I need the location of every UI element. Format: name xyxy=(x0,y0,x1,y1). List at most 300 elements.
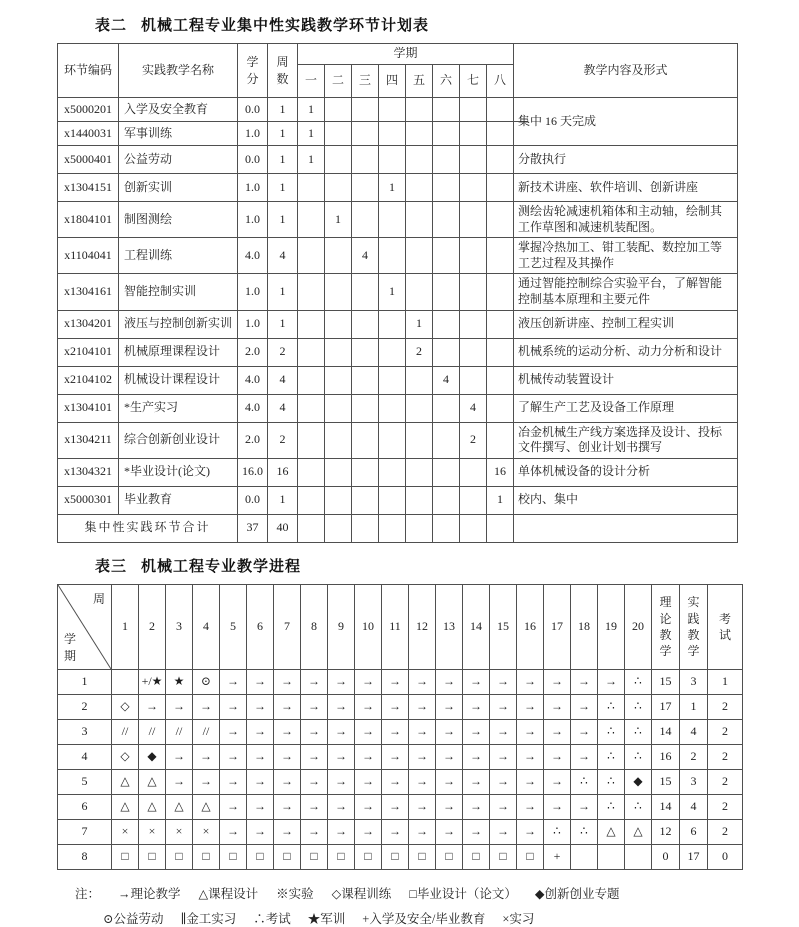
t3-week-cell: ★ xyxy=(166,669,193,694)
t2-sem-cell xyxy=(433,122,460,146)
t2-content-cell: 冶金机械生产线方案选择及设计、投标文件撰写、创业计划书撰写 xyxy=(514,422,738,458)
t3-practice-total: 1 xyxy=(680,694,708,719)
t2-sem-cell xyxy=(487,394,514,422)
t3-week-cell: → xyxy=(490,819,517,844)
t2-name-cell: 毕业教育 xyxy=(119,486,238,514)
legend-item: ∴考试 xyxy=(253,911,291,926)
t2-content-cell: 机械系统的运动分析、动力分析和设计 xyxy=(514,338,738,366)
t2-code-cell: x1304201 xyxy=(58,310,119,338)
t2-sem-cell xyxy=(325,122,352,146)
t2-name-cell: 液压与控制创新实训 xyxy=(119,310,238,338)
t3-week-cell: □ xyxy=(463,844,490,869)
t2-sem-cell xyxy=(460,202,487,238)
t3-week-cell: → xyxy=(247,769,274,794)
t3-week-cell: △ xyxy=(112,769,139,794)
t3-week-cell: → xyxy=(409,769,436,794)
t2-sem-cell xyxy=(325,146,352,174)
t3-week-col-header: 10 xyxy=(355,584,382,669)
t3-week-cell: → xyxy=(571,669,598,694)
t2-row xyxy=(58,174,738,202)
t2-sem-cell: 4 xyxy=(433,366,460,394)
t2-sem-cell xyxy=(325,338,352,366)
t3-week-cell: ∴ xyxy=(625,744,652,769)
t3-theory-header-text: 理论教学 xyxy=(659,595,672,658)
t3-week-cell: → xyxy=(328,669,355,694)
t2-content-cell: 机械传动装置设计 xyxy=(514,366,738,394)
legend xyxy=(75,884,799,927)
schedule-table xyxy=(57,584,743,870)
t2-sem-cell xyxy=(298,486,325,514)
t2-code-cell: x1804101 xyxy=(58,202,119,238)
t3-week-col-header: 9 xyxy=(328,584,355,669)
t2-sem-cell: 1 xyxy=(487,486,514,514)
legend-prefix: 注： xyxy=(75,886,101,901)
t3-row xyxy=(58,794,743,819)
t3-semester-label: 4 xyxy=(58,744,112,769)
t3-week-cell: → xyxy=(139,694,166,719)
t3-week-cell: → xyxy=(274,744,301,769)
t3-week-cell: ∴ xyxy=(598,719,625,744)
t2-row xyxy=(58,146,738,174)
t2-sem-cell xyxy=(352,458,379,486)
t2-sem-cell: 1 xyxy=(325,202,352,238)
t3-week-cell: → xyxy=(166,744,193,769)
t3-exam-total: 1 xyxy=(708,669,743,694)
t2-weeks-cell: 1 xyxy=(268,174,298,202)
t2-name-cell: *毕业设计(论文) xyxy=(119,458,238,486)
t3-week-cell: → xyxy=(517,744,544,769)
table2-title xyxy=(95,14,799,35)
t3-week-cell: → xyxy=(328,744,355,769)
t3-week-cell: → xyxy=(355,669,382,694)
t3-week-cell: → xyxy=(382,819,409,844)
t3-week-cell: → xyxy=(463,694,490,719)
t3-week-cell: → xyxy=(544,694,571,719)
t2-sem-cell xyxy=(433,394,460,422)
t3-week-cell: → xyxy=(328,719,355,744)
t2-sem-cell: 4 xyxy=(460,394,487,422)
t3-week-cell: → xyxy=(490,669,517,694)
t3-week-cell: □ xyxy=(274,844,301,869)
t3-row xyxy=(58,694,743,719)
t2-code-cell: x1304211 xyxy=(58,422,119,458)
t2-sem-cell xyxy=(325,238,352,274)
t2-semester-col-header: 六 xyxy=(433,65,460,98)
t3-week-cell: → xyxy=(274,769,301,794)
t3-week-cell: → xyxy=(571,794,598,819)
t3-week-cell: → xyxy=(328,769,355,794)
t3-week-cell: ∴ xyxy=(598,744,625,769)
t3-row xyxy=(58,769,743,794)
t3-week-cell: → xyxy=(490,769,517,794)
t3-week-col-header: 14 xyxy=(463,584,490,669)
t2-total-sem-cell xyxy=(433,514,460,542)
t3-week-cell: → xyxy=(355,744,382,769)
t2-weeks-cell: 4 xyxy=(268,366,298,394)
t3-corner-semester-label: 学期 xyxy=(64,632,77,663)
table2-title-text: 机械工程专业集中性实践教学环节计划表 xyxy=(141,18,430,34)
t3-row xyxy=(58,819,743,844)
t3-week-cell: → xyxy=(220,719,247,744)
t3-week-cell xyxy=(598,844,625,869)
t2-row xyxy=(58,486,738,514)
t3-week-cell: → xyxy=(571,719,598,744)
t3-week-cell: × xyxy=(139,819,166,844)
t2-sem-cell xyxy=(298,422,325,458)
t3-week-cell: → xyxy=(193,744,220,769)
t3-week-cell: → xyxy=(517,769,544,794)
t2-credit-cell: 16.0 xyxy=(238,458,268,486)
t3-week-cell xyxy=(571,844,598,869)
t2-code-cell: x5000301 xyxy=(58,486,119,514)
t2-sem-cell xyxy=(325,394,352,422)
t2-sem-cell xyxy=(379,146,406,174)
t3-week-cell: → xyxy=(544,669,571,694)
t3-week-col-header: 11 xyxy=(382,584,409,669)
t2-sem-cell xyxy=(298,202,325,238)
t3-week-cell: // xyxy=(139,719,166,744)
t2-sem-cell xyxy=(406,366,433,394)
t3-week-cell: → xyxy=(409,794,436,819)
t2-sem-cell xyxy=(406,122,433,146)
t2-code-cell: x2104102 xyxy=(58,366,119,394)
t3-week-cell: → xyxy=(220,744,247,769)
t3-week-cell: □ xyxy=(490,844,517,869)
t3-week-cell: ∴ xyxy=(625,794,652,819)
t3-week-cell: △ xyxy=(166,794,193,819)
t2-sem-cell xyxy=(352,98,379,122)
t3-week-col-header: 8 xyxy=(301,584,328,669)
t3-week-cell: ◆ xyxy=(625,769,652,794)
t2-sem-cell xyxy=(379,366,406,394)
t2-credit-cell: 1.0 xyxy=(238,202,268,238)
t2-sem-cell xyxy=(487,310,514,338)
t3-week-col-header: 2 xyxy=(139,584,166,669)
t3-week-cell: □ xyxy=(409,844,436,869)
t2-sem-cell xyxy=(352,422,379,458)
t2-code-cell: x1304101 xyxy=(58,394,119,422)
t3-theory-total: 12 xyxy=(652,819,680,844)
t3-week-cell: → xyxy=(274,719,301,744)
t2-total-sem-cell xyxy=(460,514,487,542)
t2-sem-cell xyxy=(487,338,514,366)
t2-sem-cell xyxy=(298,238,325,274)
t2-sem-cell xyxy=(433,174,460,202)
t3-week-cell: ◇ xyxy=(112,694,139,719)
t2-sem-cell xyxy=(379,338,406,366)
t3-week-cell: □ xyxy=(355,844,382,869)
t3-week-cell: → xyxy=(328,694,355,719)
t2-content-cell: 了解生产工艺及设备工作原理 xyxy=(514,394,738,422)
t2-content-cell: 通过智能控制综合实验平台，了解智能控制基本原理和主要元件 xyxy=(514,274,738,310)
t3-week-cell: → xyxy=(301,744,328,769)
t3-week-cell: → xyxy=(517,669,544,694)
t2-header-content: 教学内容及形式 xyxy=(514,44,738,98)
t2-sem-cell xyxy=(460,338,487,366)
t3-week-cell: → xyxy=(301,769,328,794)
t2-semester-col-header: 四 xyxy=(379,65,406,98)
t2-name-cell: 工程训练 xyxy=(119,238,238,274)
legend-line-2 xyxy=(103,909,799,927)
t3-practice-total: 4 xyxy=(680,719,708,744)
t3-semester-label: 7 xyxy=(58,819,112,844)
t2-sem-cell xyxy=(433,238,460,274)
t3-exam-total: 2 xyxy=(708,694,743,719)
t3-week-cell: → xyxy=(274,819,301,844)
t2-sem-cell xyxy=(325,366,352,394)
t3-theory-total: 17 xyxy=(652,694,680,719)
practice-plan-table xyxy=(57,43,738,543)
t2-sem-cell: 1 xyxy=(298,98,325,122)
t2-sem-cell xyxy=(487,422,514,458)
t3-row xyxy=(58,744,743,769)
t2-sem-cell xyxy=(460,146,487,174)
t2-name-cell: 制图测绘 xyxy=(119,202,238,238)
t2-semester-col-header: 七 xyxy=(460,65,487,98)
t3-exam-total: 2 xyxy=(708,769,743,794)
t2-sem-cell xyxy=(406,146,433,174)
legend-item: ∥金工实习 xyxy=(180,911,237,926)
t3-week-cell: → xyxy=(544,744,571,769)
t3-exam-header-text: 考试 xyxy=(719,611,732,642)
t3-semester-label: 3 xyxy=(58,719,112,744)
t3-week-cell: → xyxy=(247,669,274,694)
t3-week-cell: → xyxy=(517,719,544,744)
t3-week-cell: ∴ xyxy=(544,819,571,844)
t2-sem-cell xyxy=(460,122,487,146)
t2-sem-cell: 2 xyxy=(406,338,433,366)
t3-week-cell: → xyxy=(301,694,328,719)
t2-credit-cell: 0.0 xyxy=(238,146,268,174)
t3-week-cell: → xyxy=(301,719,328,744)
t2-sem-cell xyxy=(487,202,514,238)
t2-semester-col-header: 三 xyxy=(352,65,379,98)
t3-week-cell: → xyxy=(490,794,517,819)
t2-row xyxy=(58,338,738,366)
t2-sem-cell xyxy=(433,98,460,122)
t2-sem-cell xyxy=(460,366,487,394)
t2-weeks-cell: 1 xyxy=(268,122,298,146)
t2-content-cell: 校内、集中 xyxy=(514,486,738,514)
t3-week-col-header: 18 xyxy=(571,584,598,669)
t2-row xyxy=(58,422,738,458)
t3-corner-week-label: 周 xyxy=(92,591,105,606)
t3-semester-label: 2 xyxy=(58,694,112,719)
legend-item: ⊙公益劳动 xyxy=(103,911,164,926)
t2-header-name: 实践教学名称 xyxy=(119,44,238,98)
t3-week-cell: ∴ xyxy=(598,769,625,794)
t3-week-cell: → xyxy=(409,669,436,694)
t2-sem-cell xyxy=(298,458,325,486)
t2-code-cell: x1304161 xyxy=(58,274,119,310)
t3-week-cell: △ xyxy=(112,794,139,819)
t2-sem-cell xyxy=(352,202,379,238)
t3-week-cell: → xyxy=(355,794,382,819)
t3-week-cell: → xyxy=(490,744,517,769)
t3-week-cell: → xyxy=(382,719,409,744)
t2-sem-cell xyxy=(379,122,406,146)
t3-week-cell: → xyxy=(382,794,409,819)
t2-sem-cell xyxy=(298,310,325,338)
t2-sem-cell xyxy=(460,486,487,514)
t2-credit-cell: 2.0 xyxy=(238,338,268,366)
t2-sem-cell xyxy=(379,394,406,422)
t2-total-sem-cell xyxy=(298,514,325,542)
t2-total-weeks: 40 xyxy=(268,514,298,542)
t2-row xyxy=(58,394,738,422)
t2-sem-cell xyxy=(352,486,379,514)
t2-name-cell: *生产实习 xyxy=(119,394,238,422)
t2-sem-cell: 1 xyxy=(298,122,325,146)
t3-week-cell: ◇ xyxy=(112,744,139,769)
t2-code-cell: x2104101 xyxy=(58,338,119,366)
t3-week-col-header: 19 xyxy=(598,584,625,669)
t2-sem-cell: 4 xyxy=(352,238,379,274)
t3-practice-header xyxy=(680,584,708,669)
t3-week-cell: → xyxy=(436,769,463,794)
t3-week-cell: ∴ xyxy=(571,769,598,794)
t2-content-cell: 单体机械设备的设计分析 xyxy=(514,458,738,486)
t2-sem-cell xyxy=(325,274,352,310)
t2-sem-cell xyxy=(433,274,460,310)
t2-sem-cell xyxy=(487,366,514,394)
t3-week-cell: □ xyxy=(166,844,193,869)
t3-practice-total: 3 xyxy=(680,769,708,794)
t3-week-cell: → xyxy=(193,694,220,719)
t3-week-cell: ∴ xyxy=(625,719,652,744)
t3-week-col-header: 6 xyxy=(247,584,274,669)
t2-header-credit-text: 学分 xyxy=(246,55,259,86)
t2-sem-cell xyxy=(298,174,325,202)
t2-sem-cell xyxy=(352,310,379,338)
t3-theory-total: 14 xyxy=(652,794,680,819)
t2-credit-cell: 1.0 xyxy=(238,310,268,338)
t3-week-cell: → xyxy=(328,819,355,844)
t2-weeks-cell: 4 xyxy=(268,238,298,274)
t2-header-weeks-text: 周数 xyxy=(276,55,289,86)
t2-sem-cell xyxy=(460,238,487,274)
t3-week-cell: → xyxy=(247,794,274,819)
t2-sem-cell xyxy=(487,146,514,174)
t2-content-cell: 分散执行 xyxy=(514,146,738,174)
t2-sem-cell xyxy=(406,274,433,310)
t3-week-cell: → xyxy=(436,719,463,744)
t2-total-sem-cell xyxy=(352,514,379,542)
t2-sem-cell xyxy=(298,366,325,394)
t3-week-cell xyxy=(112,669,139,694)
t3-week-cell: △ xyxy=(598,819,625,844)
t2-row xyxy=(58,202,738,238)
t2-total-sem-cell xyxy=(325,514,352,542)
t3-week-cell: ∴ xyxy=(625,694,652,719)
t3-week-cell: □ xyxy=(382,844,409,869)
t3-week-cell: → xyxy=(382,744,409,769)
t3-week-cell: → xyxy=(490,719,517,744)
t2-credit-cell: 2.0 xyxy=(238,422,268,458)
legend-item: +入学及安全/毕业教育 xyxy=(362,911,486,926)
t3-week-cell: □ xyxy=(301,844,328,869)
table3-title-prefix: 表三 xyxy=(95,558,128,575)
t2-sem-cell xyxy=(325,98,352,122)
t3-semester-label: 5 xyxy=(58,769,112,794)
t2-name-cell: 入学及安全教育 xyxy=(119,98,238,122)
t3-week-cell: □ xyxy=(112,844,139,869)
t3-week-cell: → xyxy=(220,769,247,794)
t3-week-cell: → xyxy=(382,669,409,694)
t2-sem-cell xyxy=(406,238,433,274)
t3-exam-total: 2 xyxy=(708,819,743,844)
t2-sem-cell xyxy=(487,98,514,122)
t2-sem-cell: 1 xyxy=(379,274,406,310)
t3-week-col-header: 15 xyxy=(490,584,517,669)
t2-sem-cell xyxy=(298,274,325,310)
t3-theory-total: 14 xyxy=(652,719,680,744)
t3-week-cell: △ xyxy=(193,794,220,819)
t3-week-cell: × xyxy=(112,819,139,844)
t3-theory-header xyxy=(652,584,680,669)
t3-week-cell: ∴ xyxy=(571,819,598,844)
legend-item: △课程设计 xyxy=(198,886,259,901)
t3-week-cell: ◆ xyxy=(139,744,166,769)
t3-week-cell: → xyxy=(166,694,193,719)
t2-code-cell: x1440031 xyxy=(58,122,119,146)
t2-sem-cell xyxy=(460,310,487,338)
t2-sem-cell: 1 xyxy=(406,310,433,338)
t2-sem-cell xyxy=(460,98,487,122)
legend-item: ◇课程训练 xyxy=(331,886,392,901)
t3-practice-header-text: 实践教学 xyxy=(687,595,700,658)
t2-row xyxy=(58,274,738,310)
t3-week-cell: → xyxy=(247,819,274,844)
t2-content-cell: 掌握冷热加工、钳工装配、数控加工等工艺过程及其操作 xyxy=(514,238,738,274)
t2-header-semester: 学期 xyxy=(298,44,514,65)
t3-practice-total: 17 xyxy=(680,844,708,869)
t3-week-cell: → xyxy=(301,819,328,844)
t2-sem-cell xyxy=(325,458,352,486)
t2-name-cell: 机械原理课程设计 xyxy=(119,338,238,366)
t3-week-cell: → xyxy=(193,769,220,794)
t2-sem-cell xyxy=(298,394,325,422)
t2-name-cell: 机械设计课程设计 xyxy=(119,366,238,394)
t2-total-content-cell xyxy=(514,514,738,542)
t3-week-cell: → xyxy=(436,794,463,819)
t2-sem-cell xyxy=(433,422,460,458)
t2-sem-cell xyxy=(352,174,379,202)
t2-total-sem-cell xyxy=(406,514,433,542)
t3-week-col-header: 20 xyxy=(625,584,652,669)
t2-sem-cell xyxy=(379,486,406,514)
t3-week-cell: → xyxy=(382,694,409,719)
t2-total-sem-cell xyxy=(487,514,514,542)
t2-sem-cell: 2 xyxy=(460,422,487,458)
t3-week-cell: → xyxy=(436,819,463,844)
t2-sem-cell xyxy=(298,338,325,366)
t3-week-cell: ∴ xyxy=(598,794,625,819)
t3-week-col-header: 3 xyxy=(166,584,193,669)
t2-sem-cell xyxy=(379,458,406,486)
t3-row xyxy=(58,719,743,744)
t2-total-label: 集中性实践环节合计 xyxy=(58,514,238,542)
table3-title xyxy=(95,555,799,576)
t2-row xyxy=(58,310,738,338)
t3-row xyxy=(58,669,743,694)
t3-week-cell: → xyxy=(409,819,436,844)
t3-week-cell: → xyxy=(274,669,301,694)
t3-practice-total: 4 xyxy=(680,794,708,819)
t2-credit-cell: 4.0 xyxy=(238,366,268,394)
t2-name-cell: 军事训练 xyxy=(119,122,238,146)
t2-total-credit: 37 xyxy=(238,514,268,542)
